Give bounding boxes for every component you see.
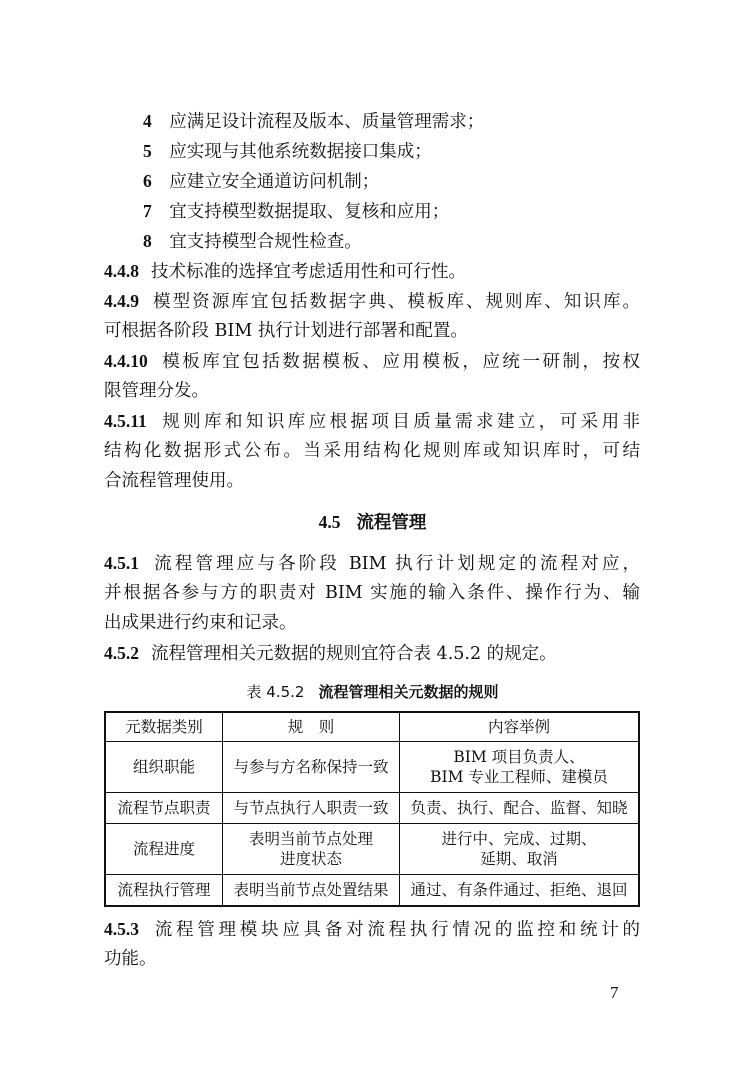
list-item-number: 8: [143, 231, 152, 251]
cell-line: BIM 项目负责人、: [453, 748, 585, 766]
table-cell: 与参与方名称保持一致: [223, 742, 400, 793]
table-header-cell: 元数据类别: [105, 712, 223, 742]
list-item-text: 应建立安全通道访问机制；: [169, 172, 380, 192]
table-header-row: [105, 712, 639, 742]
table-row: [105, 875, 639, 907]
clause-number: 4.5.1: [104, 553, 139, 573]
list-item-number: 6: [143, 171, 152, 191]
clause-4-5-3: [104, 914, 640, 945]
clause-text-continuation: 限管理分发。: [104, 381, 209, 401]
table-cell: 表明当前节点处置结果: [223, 875, 400, 907]
cell-line: 延期、取消: [480, 850, 558, 868]
clause-number: 4.5.11: [104, 411, 147, 431]
clause-number: 4.4.8: [104, 261, 139, 281]
section-title: 流程管理: [356, 513, 427, 533]
table-cell: [400, 824, 640, 875]
table-row: [105, 793, 639, 824]
list-item: [143, 136, 679, 167]
clause-text-continuation: 结构化数据形式公布。当采用结构化规则库或知识库时，可结: [104, 441, 640, 461]
table-header-cell: 规 则: [223, 712, 400, 742]
table-cell: 与节点执行人职责一致: [223, 793, 400, 824]
section-heading: [0, 508, 745, 537]
clause-text: 规则库和知识库应根据项目质量需求建立，可采用非: [158, 412, 640, 432]
list-item: [143, 106, 679, 137]
clause-4-5-11: [104, 406, 640, 437]
table-cell: [400, 742, 640, 793]
list-item-text: 宜支持模型数据提取、复核和应用；: [169, 202, 450, 222]
table-header-cell: 内容举例: [400, 712, 640, 742]
list-item-text: 宜支持模型合规性检查。: [169, 232, 362, 252]
clause-number: 4.4.9: [104, 291, 139, 311]
list-item: [143, 166, 679, 197]
table-cell: 流程进度: [105, 824, 223, 875]
table-cell: 流程执行管理: [105, 875, 223, 907]
clause-number: 4.4.10: [104, 351, 148, 371]
list-item-number: 4: [143, 111, 152, 131]
clause-4-4-9: [104, 286, 640, 317]
page-number: 7: [610, 983, 619, 1002]
table-caption: [0, 681, 745, 703]
clause-text-continuation: 出成果进行约束和记录。: [104, 613, 297, 633]
clause-number: 4.5.2: [104, 643, 139, 663]
list-item-number: 5: [143, 141, 152, 161]
metadata-rules-table: [104, 711, 640, 907]
list-item: [143, 226, 679, 257]
table-cell: 负责、执行、配合、监督、知晓: [400, 793, 640, 824]
cell-line: 进行中、完成、过期、: [441, 830, 597, 848]
cell-line: 表明当前节点处理: [248, 830, 373, 848]
clause-text-continuation: 功能。: [104, 949, 157, 969]
clause-text: 流程管理相关元数据的规则宜符合表 4.5.2 的规定。: [151, 644, 557, 664]
table-row: [105, 824, 639, 875]
section-number: 4.5: [318, 512, 341, 532]
clause-4-4-10: [104, 346, 640, 377]
clause-text: 技术标准的选择宜考虑适用性和可行性。: [151, 262, 466, 282]
table-cell: 通过、有条件通过、拒绝、退回: [400, 875, 640, 907]
list-item-number: 7: [143, 201, 152, 221]
clause-number: 4.5.3: [104, 919, 139, 939]
clause-4-5-2: [104, 638, 640, 669]
list-item: [143, 196, 679, 227]
clause-text: 流程管理模块应具备对流程执行情况的监控和统计的: [151, 920, 640, 940]
clause-text-continuation: 可根据各阶段 BIM 执行计划进行部署和配置。: [104, 321, 468, 341]
clause-text-continuation: 合流程管理使用。: [104, 471, 244, 491]
table-cell: 组织职能: [105, 742, 223, 793]
cell-line: BIM 专业工程师、建模员: [430, 768, 608, 786]
clause-4-5-1: [104, 548, 640, 579]
table-cell: [223, 824, 400, 875]
clause-text-continuation: 并根据各参与方的职责对 BIM 实施的输入条件、操作行为、输: [104, 583, 640, 603]
list-item-text: 应满足设计流程及版本、质量管理需求；: [169, 112, 485, 132]
table-number: 表 4.5.2: [246, 683, 305, 701]
clause-text: 模型资源库宜包括数据字典、模板库、规则库、知识库。: [151, 292, 640, 312]
table-title: 流程管理相关元数据的规则: [318, 683, 499, 701]
list-item-text: 应实现与其他系统数据接口集成；: [169, 142, 432, 162]
table-cell: 流程节点职责: [105, 793, 223, 824]
clause-text: 模板库宜包括数据模板、应用模板，应统一研制，按权: [159, 352, 640, 372]
table-row: [105, 742, 639, 793]
cell-line: 进度状态: [279, 850, 342, 868]
clause-text: 流程管理应与各阶段 BIM 执行计划规定的流程对应，: [151, 554, 640, 574]
clause-4-4-8: [104, 256, 640, 287]
